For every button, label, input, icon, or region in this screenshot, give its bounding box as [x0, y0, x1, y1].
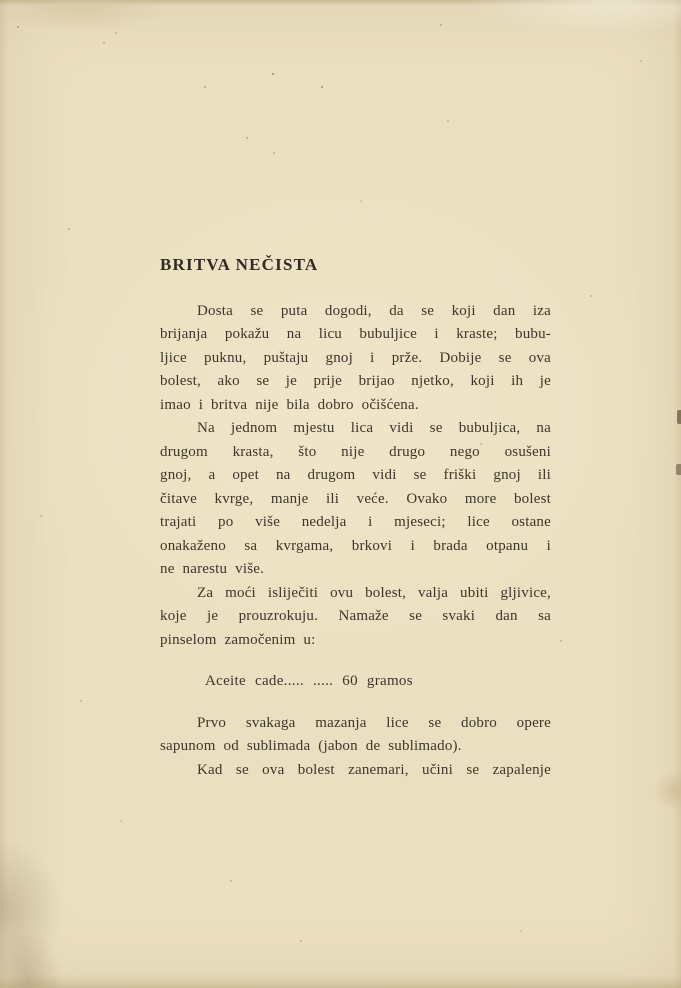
text-block: [160, 253, 551, 782]
text-line: Za moći isliječiti ovu bolest, valja ubiti gljivice,: [197, 584, 551, 601]
page-edge-mark: [677, 410, 681, 424]
text-line: trajati po više nedelja i mjeseci; lice ostane: [160, 514, 551, 530]
text-line: drugom krasta, što nije drugo nego osušeni: [160, 443, 551, 460]
paper-speckles: [0, 0, 2, 2]
text-line: čitave kvrge, manje ili veće. Ovako more bolest: [160, 490, 551, 507]
text-line: ne narestu više.: [160, 561, 265, 577]
text-line: Na jednom mjestu lica vidi se bubuljica, na: [197, 420, 551, 436]
text-line: brijanja pokažu na licu bubuljice i kraste; bubu-: [160, 326, 551, 342]
paragraph: [160, 712, 551, 759]
text-line: bolest, ako se je prije brijao njetko, koji ih je: [160, 373, 551, 389]
paragraph: [160, 582, 551, 653]
paragraph: [160, 417, 551, 582]
paragraph: [160, 759, 551, 783]
text-line: pinselom zamočenim u:: [160, 631, 316, 648]
text-line: imao i britva nije bila dobro očišćena.: [160, 396, 419, 413]
page-edge-mark: [676, 464, 681, 475]
text-line: koje je prouzrokuju. Namaže se svaki dan sa: [160, 608, 551, 624]
page-title: BRITVA NEČISTA: [160, 255, 319, 274]
recipe-line: Aceite cade..... ..... 60 gramos: [205, 673, 413, 689]
paragraph-group-top: [160, 300, 551, 653]
paragraph: [160, 300, 551, 418]
text-line: Prvo svakaga mazanja lice se dobro opere: [197, 714, 551, 731]
text-line: Dosta se puta dogodi, da se koji dan iza: [197, 302, 551, 319]
text-line: Kad se ova bolest zanemari, učini se zapalenje: [197, 761, 551, 778]
text-line: onakaženo sa kvrgama, brkovi i brada otpanu i: [160, 537, 551, 554]
paragraph-group-bottom: [160, 712, 551, 783]
text-line: ljice puknu, puštaju gnoj i prže. Dobije se ova: [160, 349, 551, 366]
text-line: gnoj, a opet na drugom vidi se friški gnoj ili: [160, 467, 551, 483]
text-line: sapunom od sublimada (jabon de sublimado).: [160, 738, 462, 754]
